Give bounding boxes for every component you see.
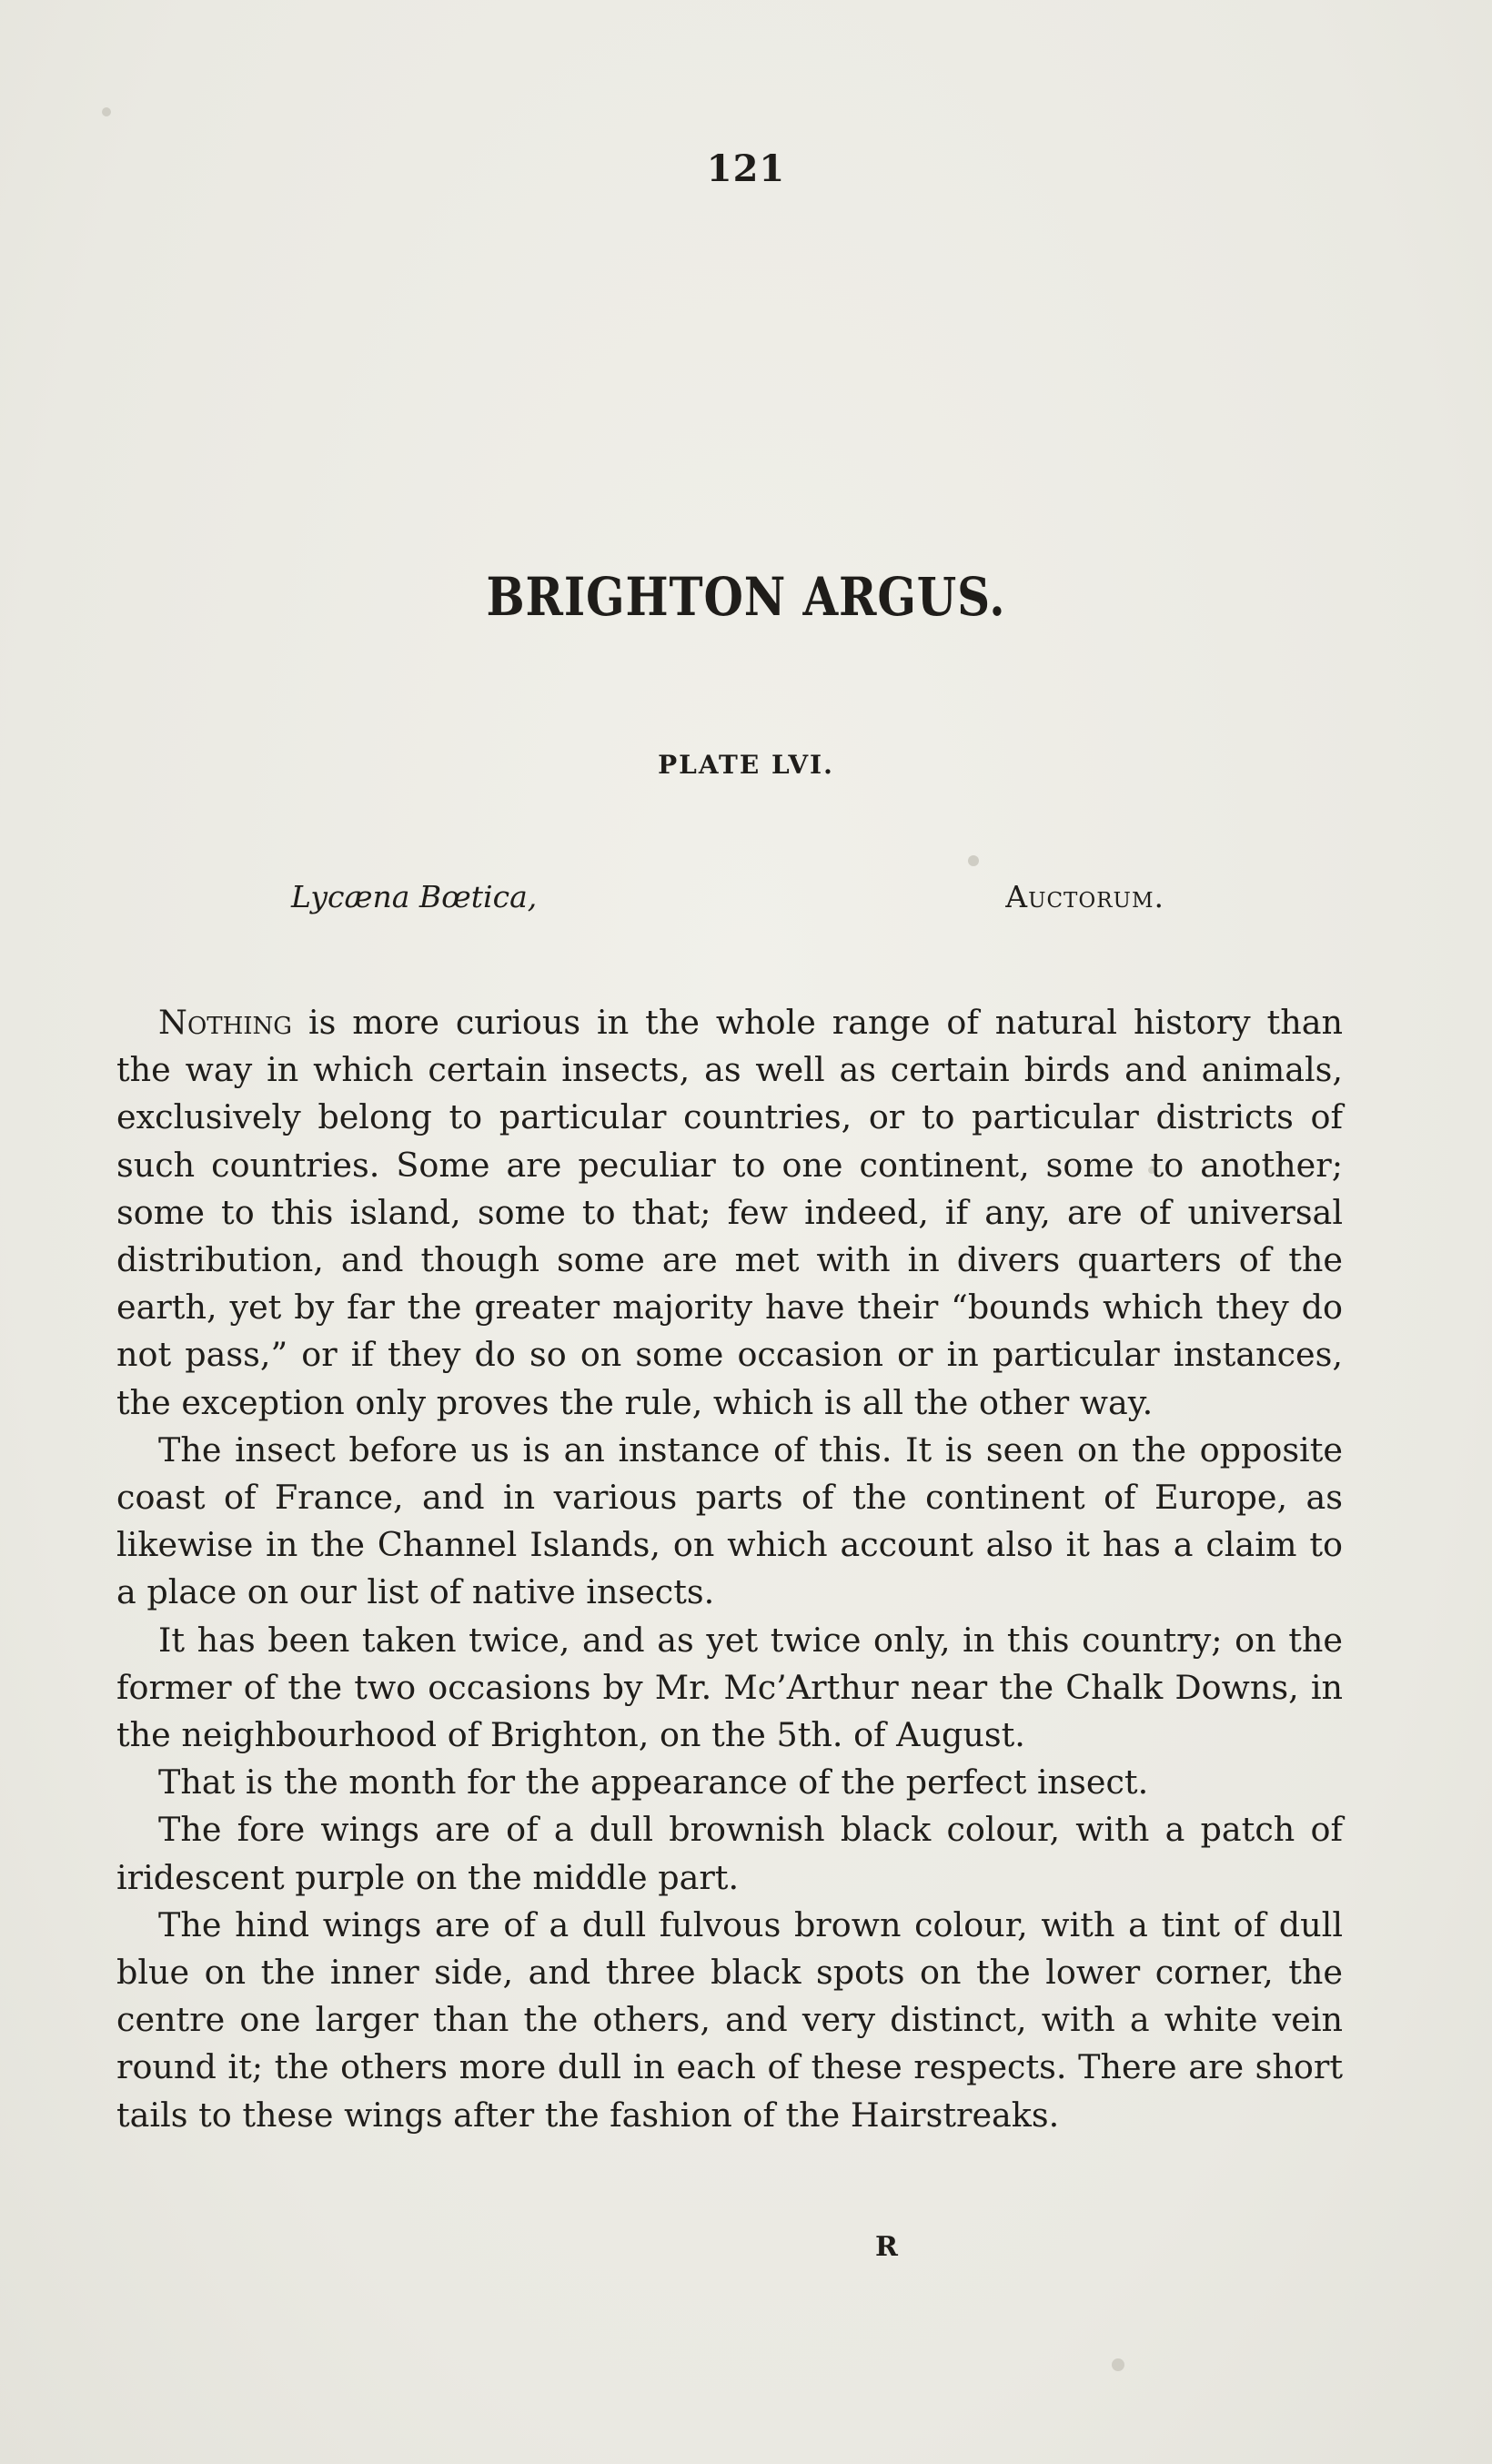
species-authority: Auctorum. <box>1005 879 1164 914</box>
page-number: 121 <box>706 147 786 190</box>
paragraph-text: is more curious in the whole range of natural history than the way in which certain insects, as well as certain birds and animals, exclusively belong to particular countries, or to particular districts of such countries. Some are peculiar to one continent, some to another; some to this island, some to that; few indeed, if any, are of universal distribution, and though some are met with in divers quarters of the earth, yet by far the greater majority have their “bounds which they do not pass,” or if they do so on some occasion or in particular instances, the exception only proves the rule, which is all the other way. <box>116 1003 1343 1422</box>
species-name: Lycæna Bœtica, <box>291 879 538 914</box>
paper-speck <box>968 855 979 866</box>
paragraph: The insect before us is an instance of this. It is seen on the opposite coast of France, and in various parts of the continent of Europe, as likewise in the Channel Islands, on which account also it has a claim to a place on our list of native insects. <box>116 1429 1343 1612</box>
page-title: BRIGHTON ARGUS. <box>486 566 1006 628</box>
paragraph <box>116 999 1343 1427</box>
plate-number: PLATE LVI. <box>658 750 834 780</box>
paragraph: It has been taken twice, and as yet twice only, in this country; on the former of the two occasions by Mr. Mc’Arthur near the Chalk Downs, in the neighbourhood of Brighton, on the 5th. of August. <box>116 1620 1343 1755</box>
paragraph: That is the month for the appearance of the perfect insect. <box>158 1762 1149 1803</box>
body-text <box>116 999 1343 2139</box>
paragraph-lead: Nothing <box>158 1003 293 1042</box>
signature-mark: R <box>875 2231 898 2263</box>
paper-speck <box>1112 2358 1124 2371</box>
paragraph: The hind wings are of a dull fulvous brown colour, with a tint of dull blue on the inner side, and three black spots on the lower corner, the centre one larger than the others, and very distinct, with a white vein round it; the others more dull in each of these respects. There are short tails to these wings after the fashion of the Hairstreaks. <box>116 1904 1343 2135</box>
paragraph: The fore wings are of a dull brownish black colour, with a patch of iridescent purple on the middle part. <box>116 1810 1343 1897</box>
paper-speck <box>102 107 111 116</box>
